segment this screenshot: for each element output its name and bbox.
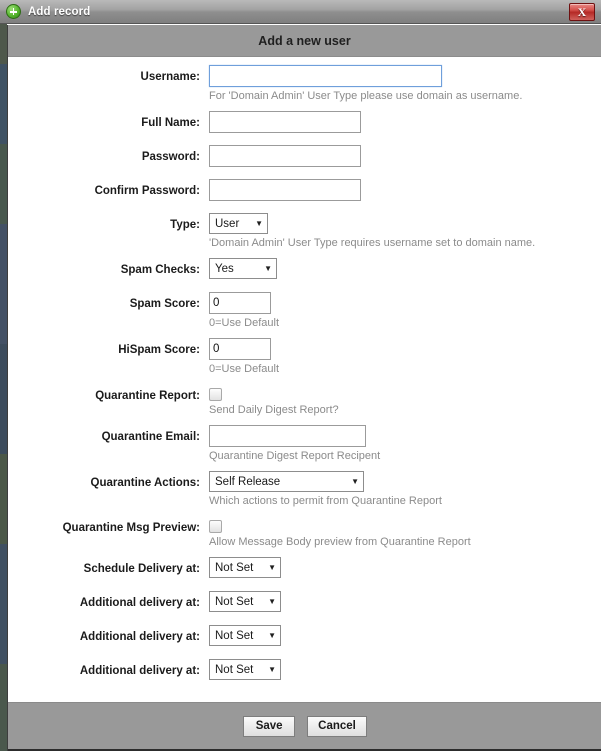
label-additional-delivery-at-3: Additional delivery at: bbox=[79, 665, 200, 677]
dialog-body bbox=[7, 25, 601, 751]
chevron-down-icon: ▼ bbox=[268, 664, 276, 674]
label-username: Username: bbox=[140, 71, 200, 83]
control-wrap-quarantine-report bbox=[209, 384, 601, 418]
additional-delivery-at-1-select[interactable] bbox=[209, 591, 281, 612]
hint-quarantine-email: Quarantine Digest Report Recipent bbox=[209, 450, 381, 462]
form-row-type bbox=[8, 213, 601, 251]
control-wrap-password bbox=[209, 145, 601, 167]
type-select[interactable] bbox=[209, 213, 268, 234]
quarantine-actions-selected-value: Self Release bbox=[215, 475, 281, 488]
type-selected-value: User bbox=[215, 217, 240, 230]
dialog-header-title: Add a new user bbox=[8, 25, 601, 57]
control-wrap-quarantine-msg-preview bbox=[209, 516, 601, 550]
row-spacer bbox=[8, 282, 601, 292]
hint-quarantine-msg-preview: Allow Message Body preview from Quarantine Report bbox=[209, 536, 471, 548]
label-spam-checks: Spam Checks: bbox=[120, 264, 200, 276]
spam-score-input[interactable] bbox=[209, 292, 271, 314]
form-row-additional-delivery-at-1 bbox=[8, 591, 601, 615]
label-quarantine-msg-preview: Quarantine Msg Preview: bbox=[62, 522, 200, 534]
label-schedule-delivery-at: Schedule Delivery at: bbox=[83, 563, 200, 575]
save-button[interactable]: Save bbox=[243, 716, 295, 737]
hint-quarantine-actions: Which actions to permit from Quarantine Report bbox=[209, 495, 442, 507]
row-spacer bbox=[8, 203, 601, 213]
control-wrap-quarantine-actions bbox=[209, 471, 601, 509]
additional-delivery-at-2-selected-value: Not Set bbox=[215, 629, 254, 642]
spam-checks-selected-value: Yes bbox=[215, 262, 234, 275]
form-row-spam-score bbox=[8, 292, 601, 331]
row-spacer bbox=[8, 615, 601, 625]
form-row-username bbox=[8, 65, 601, 104]
form-row-schedule-delivery-at bbox=[8, 557, 601, 581]
label-password: Password: bbox=[141, 151, 200, 163]
username-input[interactable] bbox=[209, 65, 442, 87]
label-spam-score: Spam Score: bbox=[129, 298, 200, 310]
form-row-password bbox=[8, 145, 601, 169]
row-spacer bbox=[8, 331, 601, 338]
form-row-quarantine-report bbox=[8, 384, 601, 418]
chevron-down-icon: ▼ bbox=[264, 263, 272, 273]
control-wrap-full-name bbox=[209, 111, 601, 133]
full-name-input[interactable] bbox=[209, 111, 361, 133]
additional-delivery-at-3-select[interactable] bbox=[209, 659, 281, 680]
spam-checks-select[interactable] bbox=[209, 258, 277, 279]
label-hispam-score: HiSpam Score: bbox=[118, 344, 200, 356]
control-wrap-hispam-score bbox=[209, 338, 601, 377]
hint-username: For 'Domain Admin' User Type please use domain as username. bbox=[209, 90, 523, 102]
row-spacer bbox=[8, 104, 601, 111]
label-additional-delivery-at-2: Additional delivery at: bbox=[79, 631, 200, 643]
label-full-name: Full Name: bbox=[141, 117, 200, 129]
label-additional-delivery-at-1: Additional delivery at: bbox=[79, 597, 200, 609]
additional-delivery-at-2-select[interactable] bbox=[209, 625, 281, 646]
schedule-delivery-at-selected-value: Not Set bbox=[215, 561, 254, 574]
row-spacer bbox=[8, 649, 601, 659]
label-quarantine-report: Quarantine Report: bbox=[95, 390, 200, 402]
quarantine-email-input[interactable] bbox=[209, 425, 366, 447]
close-button[interactable] bbox=[569, 3, 595, 21]
additional-delivery-at-1-selected-value: Not Set bbox=[215, 595, 254, 608]
control-wrap-confirm-password bbox=[209, 179, 601, 201]
control-wrap-additional-delivery-at-1 bbox=[209, 591, 601, 612]
hint-quarantine-report: Send Daily Digest Report? bbox=[209, 404, 339, 416]
dialog-footer bbox=[8, 702, 601, 751]
hint-hispam-score: 0=Use Default bbox=[209, 363, 280, 375]
control-wrap-additional-delivery-at-2 bbox=[209, 625, 601, 646]
window-title: Add record bbox=[28, 5, 91, 18]
row-spacer bbox=[8, 169, 601, 179]
password-input[interactable] bbox=[209, 145, 361, 167]
control-wrap-additional-delivery-at-3 bbox=[209, 659, 601, 680]
control-wrap-schedule-delivery-at bbox=[209, 557, 601, 578]
row-spacer bbox=[8, 464, 601, 471]
label-quarantine-email: Quarantine Email: bbox=[101, 431, 200, 443]
form-row-confirm-password bbox=[8, 179, 601, 203]
row-spacer bbox=[8, 251, 601, 258]
row-spacer bbox=[8, 550, 601, 557]
chevron-down-icon: ▼ bbox=[268, 562, 276, 572]
control-wrap-type bbox=[209, 213, 601, 251]
hispam-score-input[interactable] bbox=[209, 338, 271, 360]
schedule-delivery-at-select[interactable] bbox=[209, 557, 281, 578]
form-row-additional-delivery-at-2 bbox=[8, 625, 601, 649]
control-wrap-username bbox=[209, 65, 601, 104]
form-row-quarantine-msg-preview bbox=[8, 516, 601, 550]
chevron-down-icon: ▼ bbox=[255, 218, 263, 228]
chevron-down-icon: ▼ bbox=[351, 476, 359, 486]
window-titlebar bbox=[0, 0, 601, 24]
chevron-down-icon: ▼ bbox=[268, 630, 276, 640]
form-row-full-name bbox=[8, 111, 601, 135]
hint-type: 'Domain Admin' User Type requires username set to domain name. bbox=[209, 237, 536, 249]
label-quarantine-actions: Quarantine Actions: bbox=[90, 477, 200, 489]
control-wrap-quarantine-email bbox=[209, 425, 601, 464]
background-page-sliver bbox=[0, 24, 7, 751]
quarantine-msg-preview-checkbox[interactable] bbox=[209, 520, 222, 533]
row-spacer bbox=[8, 683, 601, 693]
label-confirm-password: Confirm Password: bbox=[94, 185, 200, 197]
form-row-quarantine-email bbox=[8, 425, 601, 464]
quarantine-actions-select[interactable] bbox=[209, 471, 364, 492]
form-row-additional-delivery-at-3 bbox=[8, 659, 601, 683]
row-spacer bbox=[8, 418, 601, 425]
hint-spam-score: 0=Use Default bbox=[209, 317, 280, 329]
form-row-quarantine-actions bbox=[8, 471, 601, 509]
row-spacer bbox=[8, 135, 601, 145]
label-type: Type: bbox=[170, 219, 200, 231]
control-wrap-spam-score bbox=[209, 292, 601, 331]
row-spacer bbox=[8, 377, 601, 384]
additional-delivery-at-3-selected-value: Not Set bbox=[215, 663, 254, 676]
cancel-button[interactable]: Cancel bbox=[307, 716, 367, 737]
close-icon: X bbox=[577, 4, 587, 19]
confirm-password-input[interactable] bbox=[209, 179, 361, 201]
control-wrap-spam-checks bbox=[209, 258, 601, 279]
row-spacer bbox=[8, 581, 601, 591]
quarantine-report-checkbox[interactable] bbox=[209, 388, 222, 401]
form-row-spam-checks bbox=[8, 258, 601, 282]
form-fields-container bbox=[8, 57, 601, 726]
add-circle-icon bbox=[6, 4, 21, 19]
form-row-hispam-score bbox=[8, 338, 601, 377]
row-spacer bbox=[8, 509, 601, 516]
chevron-down-icon: ▼ bbox=[268, 596, 276, 606]
